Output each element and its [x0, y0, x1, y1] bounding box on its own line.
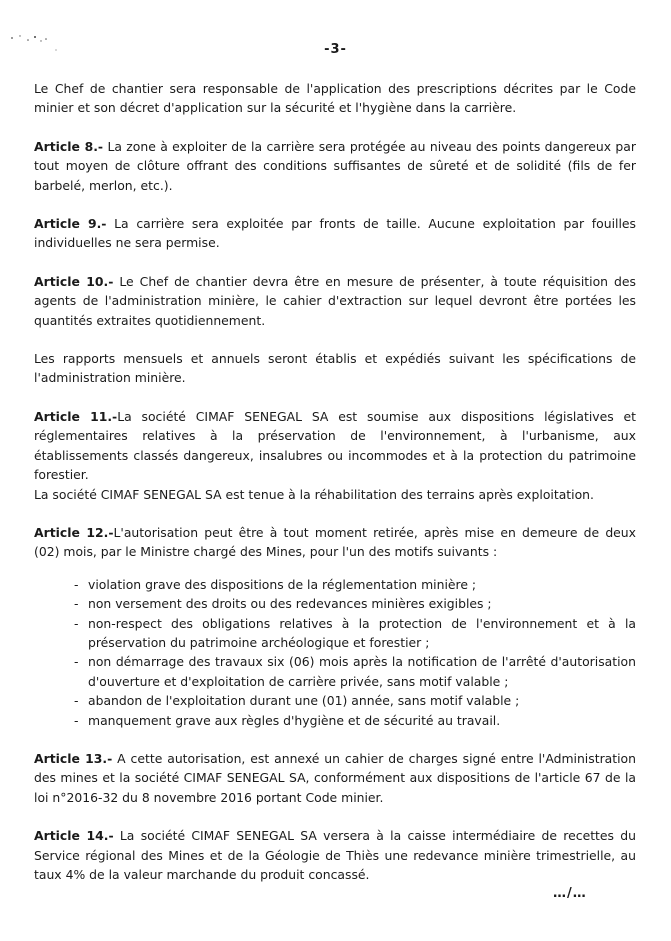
article-13-label: Article 13.- — [34, 750, 113, 766]
article-8-text: La zone à exploiter de la carrière sera protégée au niveau des points dangereux par tout moyen de clôture offrant des conditions suffisantes de sûreté et de solidité (fils de fer barbelé, merlon, etc.). — [34, 138, 636, 193]
article-11-label: Article 11.- — [34, 408, 118, 424]
article-14-label: Article 14.- — [34, 828, 114, 844]
article-9 — [34, 214, 636, 253]
article-14 — [34, 826, 636, 884]
list-bullet: - — [74, 615, 79, 631]
article-10-label: Article 10.- — [34, 273, 114, 289]
article-9-text: La carrière sera exploitée par fronts de taille. Aucune exploitation par fouilles individuelles ne sera permise. — [34, 216, 636, 251]
article-8-label: Article 8.- — [34, 138, 104, 154]
continuation-mark: …/… — [553, 886, 587, 901]
list-bullet: - — [74, 596, 79, 612]
list-item: - violation grave des dispositions de la réglementation minière ; — [74, 575, 636, 594]
list-bullet: - — [74, 712, 79, 728]
intro-paragraph: Le Chef de chantier sera responsable de l'application des prescriptions décrites par le Code minier et son décret d'application sur la sécurité et l'hygiène dans la carrière. — [34, 81, 636, 116]
article-11-text: La société CIMAF SENEGAL SA est soumise aux dispositions législatives et réglementaires relatives à la préservation de l'environnement, à l'urbanisme, aux établissements classés dangereux, insalubres ou incommodes et à la protection du patrimoine forestier. — [34, 408, 636, 483]
article-12-text: L'autorisation peut être à tout moment retirée, après mise en demeure de deux (02) mois, par le Ministre chargé des Mines, pour l'un des motifs suivants : — [34, 524, 636, 560]
document-body — [34, 79, 636, 884]
list-bullet: - — [74, 654, 79, 670]
article-13 — [34, 749, 636, 807]
article-10 — [34, 272, 636, 330]
withdrawal-reasons-list — [34, 575, 636, 730]
page-number: -3- — [324, 42, 347, 57]
article-9-label: Article 9.- — [34, 216, 107, 232]
article-12 — [34, 523, 636, 562]
list-bullet: - — [74, 576, 79, 592]
rapports-paragraph: Les rapports mensuels et annuels seront établis et expédiés suivant les spécifications de l'administration minière. — [34, 351, 636, 386]
list-item: - manquement grave aux règles d'hygiène et de sécurité au travail. — [74, 711, 636, 730]
list-bullet: - — [74, 693, 79, 709]
article-10-text: Le Chef de chantier devra être en mesure de présenter, à toute réquisition des agents de l'administration minière, le cahier d'extraction sur lequel devront être portées les quantités extraites quotidiennement. — [34, 273, 636, 328]
article-8 — [34, 137, 636, 195]
article-11 — [34, 407, 636, 485]
article-14-text: La société CIMAF SENEGAL SA versera à la caisse intermédiaire de recettes du Service régional des Mines et de la Géologie de Thiès une redevance minière trimestrielle, au taux 4% de la valeur marchande du produit concassé. — [34, 828, 636, 882]
list-item: - non-respect des obligations relatives à la protection de l'environnement et à la préservation du patrimoine archéologique et forestier ; — [74, 615, 636, 650]
article-12-label: Article 12.- — [34, 524, 114, 540]
article-13-text: A cette autorisation, est annexé un cahier de charges signé entre l'Administration des mines et la société CIMAF SENEGAL SA, conformément aux dispositions de l'article 67 de la loi n°2016-32 du 8 novembre 2016 portant Code minier. — [34, 750, 636, 805]
article-11-rehabilitation: La société CIMAF SENEGAL SA est tenue à la réhabilitation des terrains après exploitation. — [34, 486, 594, 502]
list-item: - non démarrage des travaux six (06) mois après la notification de l'arrêté d'autorisation d'ouverture et d'exploitation de carrière privée, sans motif valable ; — [74, 654, 636, 689]
list-item: - abandon de l'exploitation durant une (01) année, sans motif valable ; — [74, 691, 636, 710]
list-item: - non versement des droits ou des redevances minières exigibles ; — [74, 594, 636, 613]
